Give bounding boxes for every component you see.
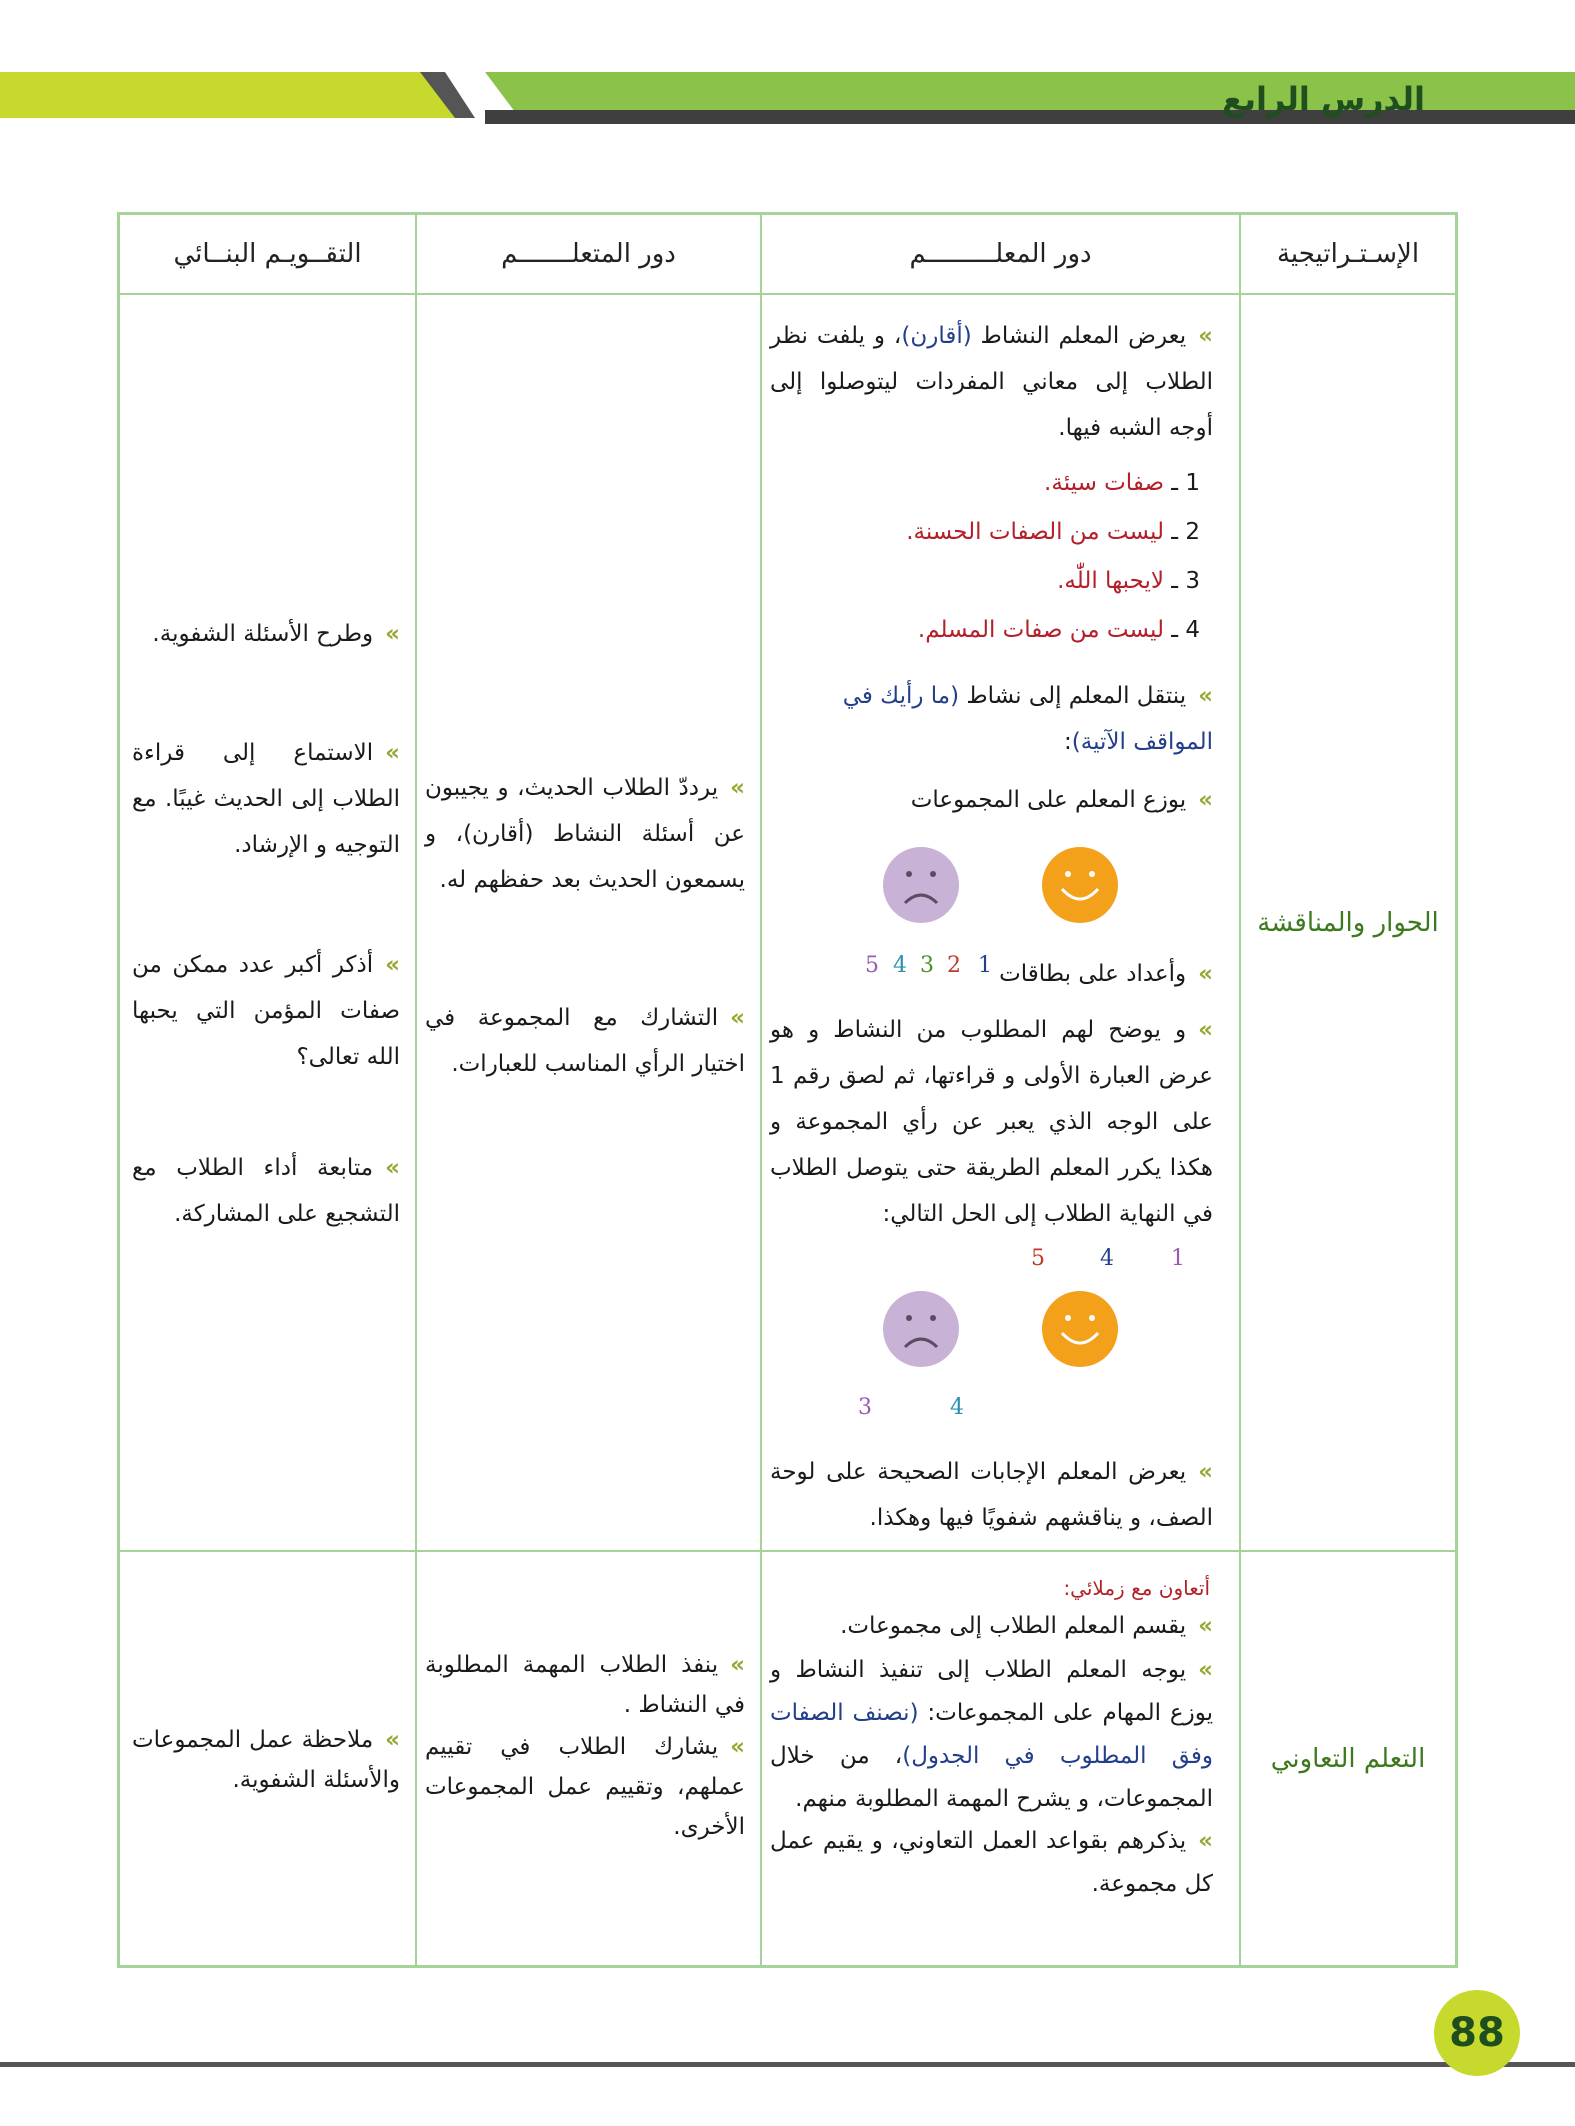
text: ينتقل المعلم إلى نشاط: [959, 683, 1187, 709]
row1-learner-p1: »يرددّ الطلاب الحديث، و يجيبون عن أسئلة النشاط (أقارن)، و يسمعون الحديث بعد حفظهم له.: [425, 775, 745, 893]
list-item: 4 ـ ليست من صفات المسلم.: [917, 617, 1200, 643]
bullet-icon: »: [730, 1005, 745, 1031]
row1-learner-p2: »التشارك مع المجموعة في اختيار الرأي المناسب للعبارات.: [425, 1005, 745, 1077]
footer-line: [0, 2062, 1575, 2067]
sad-face-icon: [883, 1291, 959, 1367]
row1-assessment-p3: »أذكر أكبر عدد ممكن من صفات المؤمن التي يحبها الله تعالى؟: [132, 952, 400, 1070]
happy-face-icon: [1042, 847, 1118, 923]
col-divider: [415, 215, 417, 1965]
result-number: 4: [1100, 1246, 1114, 1271]
bullet-icon: »: [1198, 323, 1213, 349]
bullet-icon: »: [730, 775, 745, 801]
row1-assessment-p1: »وطرح الأسئلة الشفوية.: [152, 621, 400, 647]
row2-teacher-p1: »يقسم المعلم الطلاب إلى مجموعات.: [840, 1613, 1213, 1639]
bullet-icon: »: [1198, 1613, 1213, 1639]
row2-assessment-p1: »ملاحظة عمل المجموعات والأسئلة الشفوية.: [132, 1727, 400, 1793]
header-assessment: التقــويـم البنــائي: [173, 239, 362, 269]
bullet-icon: »: [1198, 1828, 1213, 1854]
sad-face-icon: [883, 847, 959, 923]
result-number: 1: [1171, 1246, 1185, 1271]
bullet-icon: »: [1198, 1017, 1213, 1043]
bullet-icon: »: [385, 1727, 400, 1753]
result-number: 3: [858, 1395, 872, 1420]
bullet-icon: »: [1198, 683, 1213, 709]
bullet-icon: »: [1198, 787, 1213, 813]
list-item: 3 ـ لايحبها اللّٰه.: [1057, 568, 1200, 594]
row2-strategy: التعلم التعاوني: [1270, 1744, 1426, 1774]
bullet-icon: »: [385, 621, 400, 647]
result-number: 4: [950, 1395, 964, 1420]
header-strategy: الإسـتـراتيجية: [1276, 239, 1420, 269]
bullet-icon: »: [385, 952, 400, 978]
bullet-icon: »: [730, 1652, 745, 1678]
header-teacher-role: دور المعلـــــــــم: [909, 239, 1092, 269]
bullet-icon: »: [1198, 1459, 1213, 1485]
header-banner: [0, 0, 1575, 140]
row1-teacher-p1: [770, 313, 1213, 451]
row2-teacher-p2: »يوجه المعلم الطلاب إلى تنفيذ النشاط و يوزع المهام على المجموعات: (نصنف الصفات وفق المطلوب في الجدول)، من خلال المجموعات، و يشرح المهمة المطلوبة منهم.: [770, 1657, 1213, 1812]
bullet-icon: »: [730, 1734, 745, 1760]
lesson-plan-table: [117, 212, 1458, 1968]
row2-learner-p2: »يشارك الطلاب في تقييم عملهم، وتقييم عمل المجموعات الأخرى.: [425, 1734, 745, 1840]
activity-name: (ما رأيك في المواقف الآتية): [842, 683, 1213, 755]
list-item: 1 ـ صفات سيئة.: [1044, 470, 1200, 496]
row2-teacher-heading: أتعاون مع زملائي:: [1063, 1576, 1210, 1600]
row1-strategy: الحوار والمناقشة: [1257, 907, 1439, 938]
col-divider: [760, 215, 762, 1965]
row2-learner-p1: »ينفذ الطلاب المهمة المطلوبة في النشاط .: [425, 1652, 745, 1718]
row1-teacher-list: [770, 459, 1200, 655]
bullet-icon: »: [385, 740, 400, 766]
text: :: [1064, 729, 1072, 755]
row2-teacher-p3: »يذكرهم بقواعد العمل التعاوني، و يقيم عمل كل مجموعة.: [770, 1828, 1213, 1897]
text: ، و يلفت نظر الطلاب إلى معاني المفردات ليتوصلوا إلى أوجه الشبه فيها.: [770, 323, 1213, 441]
lesson-title: الدرس الرابع: [1222, 80, 1425, 118]
row1-teacher-p4: »وأعداد على بطاقات: [999, 961, 1213, 987]
left-yellow-band: [0, 72, 470, 118]
card-number: 1: [978, 953, 992, 978]
page-number: 88: [1434, 1990, 1520, 2076]
row1-teacher-p2: [770, 673, 1213, 765]
row1-teacher-p6: »يعرض المعلم الإجابات الصحيحة على لوحة الصف، و يناقشهم شفويًا فيها وهكذا.: [770, 1459, 1213, 1531]
activity-name: (نصنف الصفات وفق المطلوب في الجدول): [770, 1700, 1213, 1769]
bullet-icon: »: [1198, 1657, 1213, 1683]
card-number: 3: [920, 953, 934, 978]
result-number: 5: [1031, 1246, 1045, 1271]
text: يعرض المعلم النشاط: [971, 323, 1187, 349]
bullet-icon: »: [1198, 961, 1213, 987]
row1-teacher-p3: »يوزع المعلم على المجموعات: [910, 787, 1213, 813]
header-learner-role: دور المتعلـــــــم: [501, 239, 676, 269]
card-number: 5: [865, 953, 879, 978]
row1-assessment-p4: »متابعة أداء الطلاب مع التشجيع على المشاركة.: [132, 1155, 400, 1227]
card-number: 4: [893, 953, 907, 978]
bullet-icon: »: [385, 1155, 400, 1181]
list-item: 2 ـ ليست من الصفات الحسنة.: [906, 519, 1200, 545]
row1-assessment-p2: »الاستماع إلى قراءة الطلاب إلى الحديث غيبًا. مع التوجيه و الإرشاد.: [132, 740, 400, 858]
happy-face-icon: [1042, 1291, 1118, 1367]
row1-teacher-p5: »و يوضح لهم المطلوب من النشاط و هو عرض العبارة الأولى و قراءتها، ثم لصق رقم 1 على الوجه الذي يعبر عن رأي المجموعة و هكذا يكرر المعلم الطريقة حتى يتوصل الطلاب في النهاية الطلاب إلى الحل التالي:: [770, 1017, 1213, 1227]
card-number: 2: [947, 953, 961, 978]
activity-name: (أقارن): [901, 323, 972, 349]
